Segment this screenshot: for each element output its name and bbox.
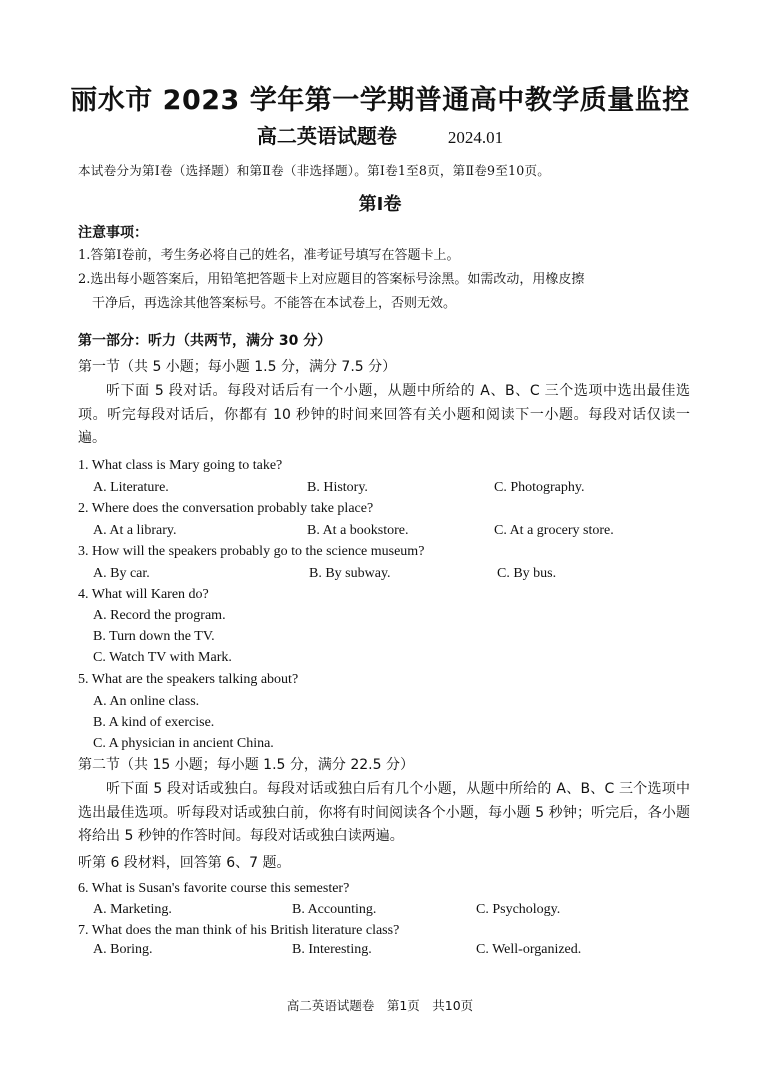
question-2: 2. Where does the conversation probably take place? — [78, 501, 374, 516]
exam-date: 2024.01 — [447, 128, 504, 147]
question-2-option-a: A. At a library. — [93, 523, 177, 538]
exam-subtitle — [0, 120, 760, 149]
material-6-note: 听第 6 段材料，回答第 6、7 题。 — [78, 855, 291, 871]
subject-name: 高二英语试题卷 — [256, 124, 397, 148]
question-6: 6. What is Susan's favorite course this semester? — [78, 881, 350, 896]
section-1-instructions: 听下面 5 段对话。每段对话后有一个小题，从题中所给的 A、B、C 三个选项中选出最佳选项。听完每段对话后，你都有 10 秒钟的时间来回答有关小题和阅读下一小题。每段对话仅读一遍。 — [78, 383, 690, 446]
question-4-option-c: C. Watch TV with Mark. — [93, 650, 232, 665]
notice-item-2-line-1: 2.选出每小题答案后，用铅笔把答题卡上对应题目的答案标号涂黑。如需改动，用橡皮擦 — [78, 272, 585, 287]
notice-item-2-line-2: 干净后，再选涂其他答案标号。不能答在本试卷上，否则无效。 — [92, 296, 457, 311]
notice-item-1: 1.答第Ⅰ卷前，考生务必将自己的姓名，准考证号填写在答题卡上。 — [78, 248, 460, 263]
question-2-option-b: B. At a bookstore. — [307, 523, 409, 538]
question-5-option-a: A. An online class. — [93, 694, 200, 709]
question-4: 4. What will Karen do? — [78, 587, 209, 602]
question-1-option-c: C. Photography. — [494, 480, 585, 495]
question-1-option-a: A. Literature. — [93, 480, 169, 495]
page-footer: 高二英语试题卷 第1页 共10页 — [286, 998, 474, 1013]
question-7-option-b: B. Interesting. — [292, 942, 372, 957]
question-3-option-a: A. By car. — [93, 566, 150, 581]
notice-title: 注意事项： — [78, 225, 148, 241]
question-5-option-b: B. A kind of exercise. — [93, 715, 215, 730]
question-3-option-b: B. By subway. — [309, 566, 391, 581]
question-4-option-a: A. Record the program. — [93, 608, 226, 623]
question-5: 5. What are the speakers talking about? — [78, 672, 299, 687]
question-7-option-c: C. Well-organized. — [476, 942, 582, 957]
question-7: 7. What does the man think of his British literature class? — [78, 923, 400, 938]
volume-heading: 第Ⅰ卷 — [358, 194, 402, 215]
question-6-option-b: B. Accounting. — [292, 902, 377, 917]
section-2-instructions: 听下面 5 段对话或独白。每段对话或独白后有几个小题，从题中所给的 A、B、C 三个选项中选出最佳选项。听每段对话或独白前，你将有时间阅读各个小题，每小题 5 秒钟；听完后，各小题将给出 5 秒钟的作答时间。每段对话或独白读两遍。 — [78, 781, 690, 844]
notice-item-2 — [78, 268, 688, 316]
question-2-option-c: C. At a grocery store. — [494, 523, 614, 538]
exam-title: 丽水市 2023 学年第一学期普通高中教学质量监控 — [70, 85, 690, 116]
section-2-heading: 第二节（共 15 小题；每小题 1.5 分，满分 22.5 分） — [78, 757, 414, 773]
question-4-option-b: B. Turn down the TV. — [93, 629, 215, 644]
part-1-heading: 第一部分：听力（共两节，满分 30 分） — [78, 333, 332, 349]
paper-intro: 本试卷分为第Ⅰ卷（选择题）和第Ⅱ卷（非选择题）。第Ⅰ卷1至8页，第Ⅱ卷9至10页。 — [78, 163, 551, 178]
question-6-option-c: C. Psychology. — [476, 902, 561, 917]
question-1-option-b: B. History. — [307, 480, 368, 495]
question-3: 3. How will the speakers probably go to the science museum? — [78, 544, 425, 559]
question-1: 1. What class is Mary going to take? — [78, 458, 283, 473]
question-6-option-a: A. Marketing. — [93, 902, 172, 917]
question-5-option-c: C. A physician in ancient China. — [93, 736, 274, 751]
question-3-option-c: C. By bus. — [497, 566, 557, 581]
question-7-option-a: A. Boring. — [93, 942, 153, 957]
section-1-heading: 第一节（共 5 小题；每小题 1.5 分，满分 7.5 分） — [78, 359, 397, 375]
